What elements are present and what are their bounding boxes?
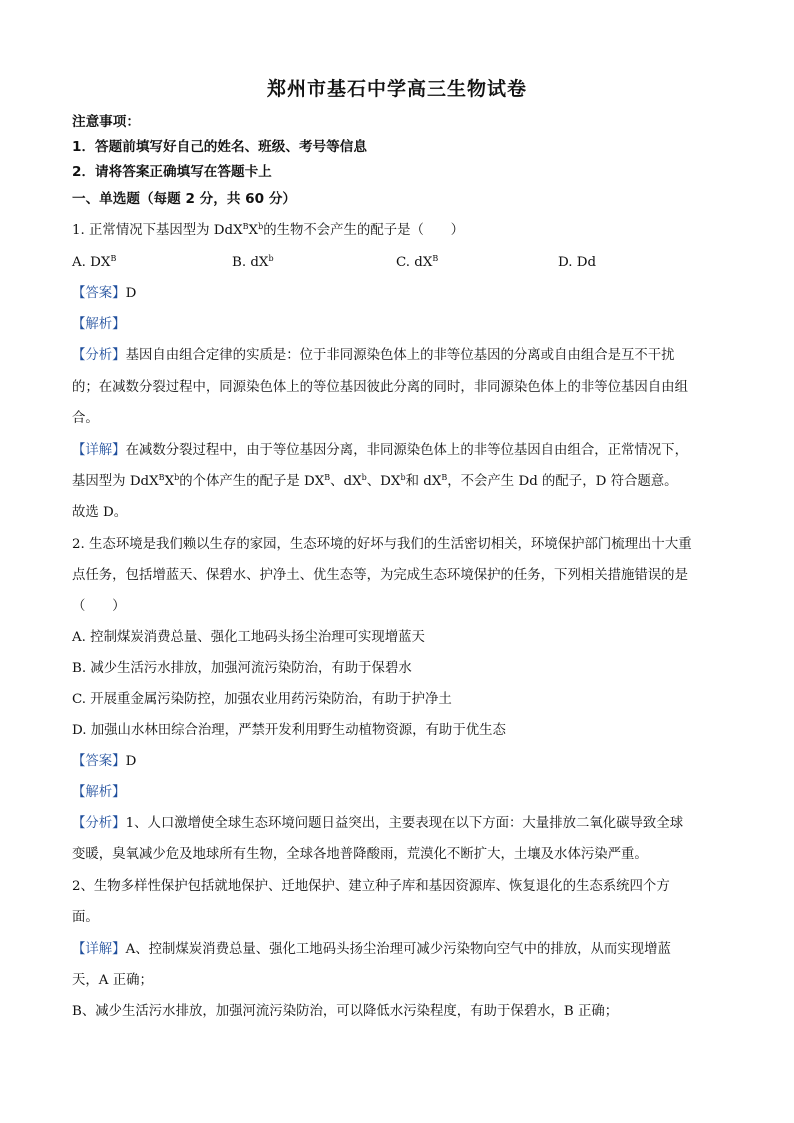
q2-fenxi-line-1: 【分析】1、人口激增使全球生态环境问题日益突出，主要表现在以下方面：大量排放二氧化碳导致全球 — [72, 816, 684, 831]
notice-heading: 注意事项： — [72, 114, 140, 130]
q2-stem-line-2: 点任务，包括增蓝天、保碧水、护净土、优生态等，为完成生态环境保护的任务，下列相关措施错误的是 — [72, 568, 688, 583]
q1-fenxi-line-3: 合。 — [72, 411, 99, 426]
q1-xiangjie-line-1: 【详解】在减数分裂过程中，由于等位基因分离，非同源染色体上的非等位基因自由组合，正常情况下， — [72, 443, 688, 458]
q2-xiangjie-line-2: 天，A 正确； — [72, 973, 153, 988]
q2-fenxi-line-4: 面。 — [72, 910, 99, 925]
q1-conclusion: 故选 D。 — [72, 505, 128, 520]
q1-option-c: C. $dX^B$ — [396, 254, 439, 270]
q2-option-d: D. 加强山水林田综合治理，严禁开发利用野生动植物资源，有助于优生态 — [72, 723, 506, 738]
q2-fenxi-line-2: 变暖，臭氧减少危及地球所有生物，全球各地普降酸雨，荒漠化不断扩大，土壤及水体污染严重。 — [72, 847, 648, 862]
q1-option-b: B. $dX^b$ — [232, 254, 274, 270]
section-heading: 一、单选题（每题 2 分，共 60 分） — [72, 191, 297, 207]
q1-fenxi-line-2: 的；在减数分裂过程中，同源染色体上的等位基因彼此分离的同时，非同源染色体上的非等位基因自由组 — [72, 380, 688, 395]
q1-xiangjie-line-2: 基因型为 $DdX^BX^b$的个体产生的配子是 $DX^B$、$dX^b$、$DX^b$和 $dX^B$，不会产生 Dd 的配子，D 符合题意。 — [72, 473, 678, 489]
q2-xiangjie-line-3: B、减少生活污水排放，加强河流污染防治，可以降低水污染程度，有助于保碧水，B 正确； — [72, 1004, 619, 1019]
q1-option-a: A. $DX^B$ — [72, 254, 117, 270]
page-title: 郑州市基石中学高三生物试卷 — [266, 78, 527, 100]
q2-stem-line-3: （ ） — [72, 599, 126, 614]
q2-option-c: C. 开展重金属污染防控，加强农业用药污染防治，有助于护净土 — [72, 692, 452, 707]
q2-stem-line-1: 2. 生态环境是我们赖以生存的家园，生态环境的好坏与我们的生活密切相关，环境保护部门梳理出十大重 — [72, 537, 692, 552]
notice-item-1: 1．答题前填写好自己的姓名、班级、考号等信息 — [72, 139, 367, 155]
q1-analysis-tag: 【解析】 — [72, 317, 126, 332]
q2-analysis-tag: 【解析】 — [72, 785, 126, 800]
notice-item-2: 2．请将答案正确填写在答题卡上 — [72, 164, 272, 180]
q2-answer: 【答案】D — [72, 754, 137, 769]
q2-option-b: B. 减少生活污水排放，加强河流污染防治，有助于保碧水 — [72, 661, 412, 676]
q1-fenxi-line-1: 【分析】基因自由组合定律的实质是：位于非同源染色体上的非等位基因的分离或自由组合是互不干扰 — [72, 348, 675, 363]
q2-fenxi-line-3: 2、生物多样性保护包括就地保护、迁地保护、建立种子库和基因资源库、恢复退化的生态系统四个方 — [72, 879, 670, 894]
q1-stem: 1. 正常情况下基因型为 $DdX^BX^b$的生物不会产生的配子是（ ） — [72, 222, 465, 238]
q2-xiangjie-line-1: 【详解】A、控制煤炭消费总量、强化工地码头扬尘治理可减少污染物向空气中的排放，从而实现增蓝 — [72, 942, 671, 957]
q1-answer: 【答案】D — [72, 286, 137, 301]
q1-option-d: D. Dd — [558, 255, 597, 270]
q2-option-a: A. 控制煤炭消费总量、强化工地码头扬尘治理可实现增蓝天 — [72, 630, 425, 645]
